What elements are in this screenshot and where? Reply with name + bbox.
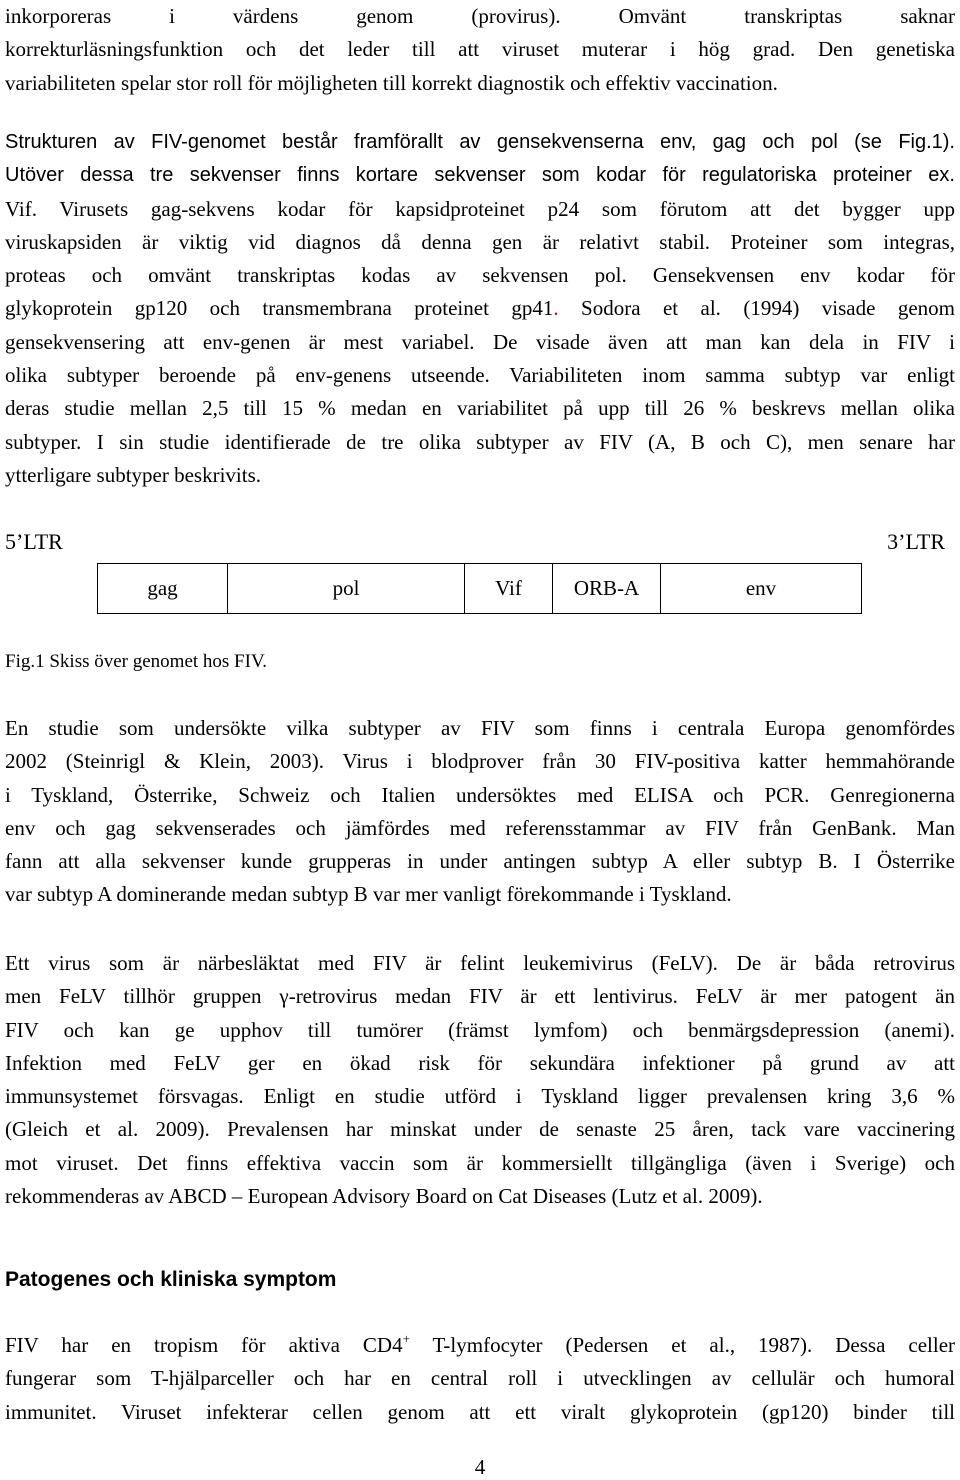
text-line: Strukturen av FIV-genomet består framförallt av gensekvenserna env, gag och pol (se Fig.1). [5, 131, 955, 153]
pathogenesis-paragraph [5, 1329, 955, 1429]
text-line: i Tyskland, Österrike, Schweiz och Italien undersöktes med ELISA och PCR. Genregionerna [5, 782, 955, 807]
section-heading: Patogenes och kliniska symptom [5, 1268, 337, 1291]
ltr-5-label: 5’LTR [5, 529, 63, 554]
text-line: inkorporeras i värdens genom (provirus). Omvänt transkriptas saknar [5, 4, 955, 28]
text-segment: Sodora et al. (1994) visade genom [558, 296, 956, 321]
text-line: fungerar som T-hjälparceller och har en central roll i utvecklingen av cellulär och humoral [5, 1366, 955, 1391]
text-line [5, 1329, 955, 1362]
text-line: olika subtyper beroende på env-genens utseende. Variabiliteten inom samma subtyp var enligt [5, 363, 955, 388]
text-line: viruskapsiden är viktig vid diagnos då denna gen är relativt stabil. Proteiner som integras, [5, 229, 955, 254]
text-line: mot viruset. Det finns effektiva vaccin som är kommersiellt tillgängliga (även i Sverige) och [5, 1150, 955, 1175]
text-line: (Gleich et al. 2009). Prevalensen har minskat under de senaste 25 åren, tack vare vaccinering [5, 1117, 955, 1142]
felv-paragraph [5, 947, 955, 1213]
text-line: fann att alla sekvenser kunde grupperas in under antingen subtyp A eller subtyp B. I Österrike [5, 849, 955, 874]
text-line: var subtyp A dominerande medan subtyp B var mer vanligt förekommande i Tyskland. [5, 882, 732, 907]
gene-segment-pol: pol [228, 564, 465, 613]
gene-segment-orb-a: ORB-A [553, 564, 661, 613]
text-line [5, 292, 955, 325]
text-line: 2002 (Steinrigl & Klein, 2003). Virus i blodprover från 30 FIV-positiva katter hemmahörande [5, 749, 955, 774]
gene-segment-vif: Vif [465, 564, 553, 613]
gene-segment-gag: gag [98, 564, 228, 613]
text-line: variabiliteten spelar stor roll för möjligheten till korrekt diagnostik och effektiv vaccination. [5, 70, 778, 95]
text-line: immunsystemet försvagas. Enligt en studie utförd i Tyskland ligger prevalensen kring 3,6 % [5, 1084, 955, 1109]
text-line: men FeLV tillhör gruppen γ-retrovirus medan FIV är ett lentivirus. FeLV är mer patogent än [5, 984, 955, 1009]
page-number: 4 [474, 1455, 486, 1479]
ltr-3-label: 3’LTR [887, 529, 945, 554]
text-line: env och gag sekvenserades och jämfördes med referensstammar av FIV från GenBank. Man [5, 815, 955, 840]
text-line: proteas och omvänt transkriptas kodas av sekvensen pol. Gensekvensen env kodar för [5, 263, 955, 288]
superscript-plus: + [402, 1331, 410, 1346]
text-line: FIV och kan ge upphov till tumörer (främst lymfom) och benmärgsdepression (anemi). [5, 1017, 955, 1042]
text-line: En studie som undersökte vilka subtyper av FIV som finns i centrala Europa genomfördes [5, 716, 955, 740]
text-segment: FIV har en tropism för aktiva CD4 [5, 1333, 403, 1357]
text-line: gensekvensering att env-genen är mest variabel. De visade även att man kan dela in FIV i [5, 329, 955, 354]
text-line: Vif. Virusets gag-sekvens kodar för kapsidproteinet p24 som förutom att det bygger upp [5, 196, 955, 221]
text-line: korrekturläsningsfunktion och det leder till att viruset muterar i hög grad. Den genetiska [5, 37, 955, 62]
text-line: deras studie mellan 2,5 till 15 % medan en variabilitet på upp till 26 % beskrevs mellan olika [5, 396, 955, 421]
gene-segment-env: env [745, 576, 777, 600]
genome-structure-paragraph [5, 126, 955, 492]
genome-diagram [97, 563, 862, 614]
text-line: immunitet. Viruset infekterar cellen genom att ett viralt glykoprotein (gp120) binder till [5, 1399, 955, 1424]
text-line: rekommenderas av ABCD – European Advisory Board on Cat Diseases (Lutz et al. 2009). [5, 1184, 763, 1209]
red-period: . [553, 296, 559, 321]
text-line: ytterligare subtyper beskrivits. [5, 462, 262, 487]
figure-caption: Fig.1 Skiss över genomet hos FIV. [5, 651, 267, 672]
text-segment: glykoprotein gp120 och transmembrana proteinet gp41 [5, 296, 554, 321]
text-line: Ett virus som är närbesläktat med FIV är felint leukemivirus (FeLV). De är båda retrovirus [5, 951, 955, 975]
study-paragraph [5, 712, 955, 912]
intro-paragraph [5, 0, 955, 100]
text-line: subtyper. I sin studie identifierade de tre olika subtyper av FIV (A, B och C), men senare har [5, 429, 955, 454]
text-segment: T-lymfocyter (Pedersen et al., 1987). Dessa celler [409, 1333, 956, 1357]
text-line: Utöver dessa tre sekvenser finns kortare sekvenser som kodar för regulatoriska proteiner ex. [5, 164, 955, 187]
text-line: Infektion med FeLV ger en ökad risk för sekundära infektioner på grund av att [5, 1050, 955, 1075]
